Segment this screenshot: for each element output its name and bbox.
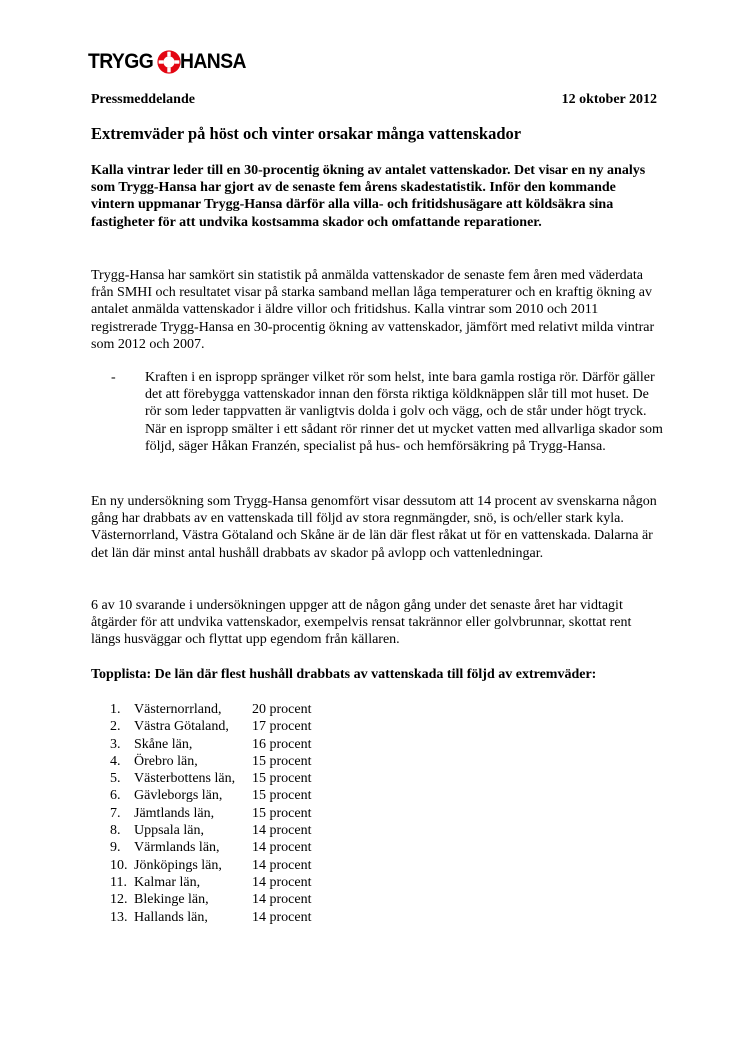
toplist-heading: Topplista: De län där flest hushåll drabbats av vattenskada till följd av extremväder: (91, 667, 597, 682)
headline: Extremväder på höst och vinter orsakar många vattenskador (91, 124, 522, 143)
body-paragraph-1: Trygg-Hansa har samkört sin statistik på anmälda vattenskador de senaste fem åren med väderdata från SMHI och resultatet visar på starka samband mellan låga temperaturer och en kraftig ökning av antalet anmälda vattenskador i äldre villor och fritidshus. Kalla vintrar som 2010 och 2011 registrerade Trygg-Hansa en 30-procentig ökning av vattenskador, jämfört med relativt milda vintrar som 2012 och 2007. (91, 268, 655, 352)
list-item-percent: 14 procent (252, 857, 312, 873)
list-item-number: 3. (110, 736, 121, 752)
list-item-county: Kalmar län, (134, 874, 201, 890)
list-item-county: Västernorrland, (134, 702, 222, 717)
body-paragraph-3: 6 av 10 svarande i undersökningen uppger att de någon gång under det senaste året har vidtagit åtgärder för att undvika vattenskador, exempelvis rensat takrännor eller golvbrunnar, skottat rent längs husväggar och flyttat upp egendom från källaren. (91, 598, 632, 648)
list-item-number: 2. (110, 719, 121, 735)
list-item-percent: 14 procent (252, 874, 312, 890)
list-item-percent: 20 procent (252, 702, 312, 717)
toplist (110, 701, 370, 926)
list-item-county: Uppsala län, (134, 823, 204, 839)
logo-word-left: TRYGG (88, 50, 154, 73)
list-item (110, 805, 370, 822)
list-item-county: Gävleborgs län, (134, 788, 223, 804)
list-item (110, 736, 370, 753)
document-type: Pressmeddelande (91, 92, 195, 107)
list-item-number: 8. (110, 823, 121, 839)
list-item (110, 909, 370, 926)
list-item (110, 770, 370, 787)
quote-bullet: - (111, 370, 116, 385)
list-item-percent: 15 procent (252, 753, 312, 769)
list-item-percent: 15 procent (252, 805, 312, 821)
list-item-percent: 14 procent (252, 823, 312, 839)
list-item-county: Värmlands län, (134, 840, 220, 856)
body-paragraph-2: En ny undersökning som Trygg-Hansa genomfört visar dessutom att 14 procent av svenskarna någon gång har drabbats av en vattenskada till följd av stora regnmängder, snö, is och/eller stark kyla. Västernorrland, Västra Götaland och Skåne är de län där flest råkat ut för en vattenskada. Dalarna är det län där minst antal hushåll drabbats av skador på avlopp och vattenledningar. (91, 494, 657, 561)
list-item (110, 874, 370, 891)
list-item-number: 9. (110, 840, 121, 856)
list-item-number: 1. (110, 702, 121, 717)
list-item-county: Hallands län, (134, 909, 208, 925)
list-item-number: 4. (110, 753, 121, 769)
list-item-county: Örebro län, (134, 753, 198, 769)
list-item (110, 701, 370, 718)
trygg-hansa-logo (88, 49, 252, 75)
list-item-percent: 14 procent (252, 840, 312, 856)
lifebuoy-icon (157, 50, 181, 74)
list-item (110, 753, 370, 770)
list-item-county: Västerbottens län, (134, 771, 236, 787)
list-item-number: 12. (110, 892, 128, 908)
list-item (110, 787, 370, 804)
lead-paragraph: Kalla vintrar leder till en 30-procentig ökning av antalet vattenskador. Det visar en ny analys som Trygg-Hansa har gjort av de senaste fem årens skadestatistik. Inför den kommande vintern uppmanar Trygg-Hansa därför alla villa- och fritidshusägare att köldsäkra sina fastigheter för att undvika kostsamma skador och omfattande reparationer. (91, 163, 646, 230)
list-item (110, 839, 370, 856)
logo-word-right: HANSA (179, 50, 246, 73)
release-date: 12 oktober 2012 (561, 92, 657, 107)
list-item-number: 5. (110, 771, 121, 787)
list-item-percent: 14 procent (252, 909, 312, 925)
list-item-county: Blekinge län, (134, 892, 209, 908)
list-item-county: Västra Götaland, (134, 719, 229, 735)
list-item-county: Jämtlands län, (134, 805, 215, 821)
list-item-percent: 16 procent (252, 736, 312, 752)
list-item (110, 857, 370, 874)
list-item-county: Skåne län, (134, 736, 193, 752)
list-item (110, 822, 370, 839)
list-item-percent: 17 procent (252, 719, 312, 735)
list-item-county: Jönköpings län, (134, 857, 222, 873)
list-item-number: 7. (110, 805, 121, 821)
list-item-number: 13. (110, 909, 128, 925)
list-item-percent: 15 procent (252, 771, 312, 787)
list-item-percent: 14 procent (252, 892, 312, 908)
list-item-number: 10. (110, 857, 128, 873)
list-item (110, 718, 370, 735)
quote-text: Kraften i en ispropp spränger vilket rör som helst, inte bara gamla rostiga rör. Därför gäller det att förebygga vattenskador innan den första riktiga köldknäppen slår till mot huset. De rör som leder tappvatten är vanligtvis dolda i golv och vägg, och de står under högt tryck. När en ispropp smälter i ett sådant rör rinner det ut mycket vatten med allvarliga skador som följd, säger Håkan Franzén, specialist på hus- och hemförsäkring på Trygg-Hansa. (145, 370, 663, 454)
list-item-number: 6. (110, 788, 121, 804)
list-item-percent: 15 procent (252, 788, 312, 804)
list-item-number: 11. (110, 874, 127, 890)
list-item (110, 891, 370, 908)
